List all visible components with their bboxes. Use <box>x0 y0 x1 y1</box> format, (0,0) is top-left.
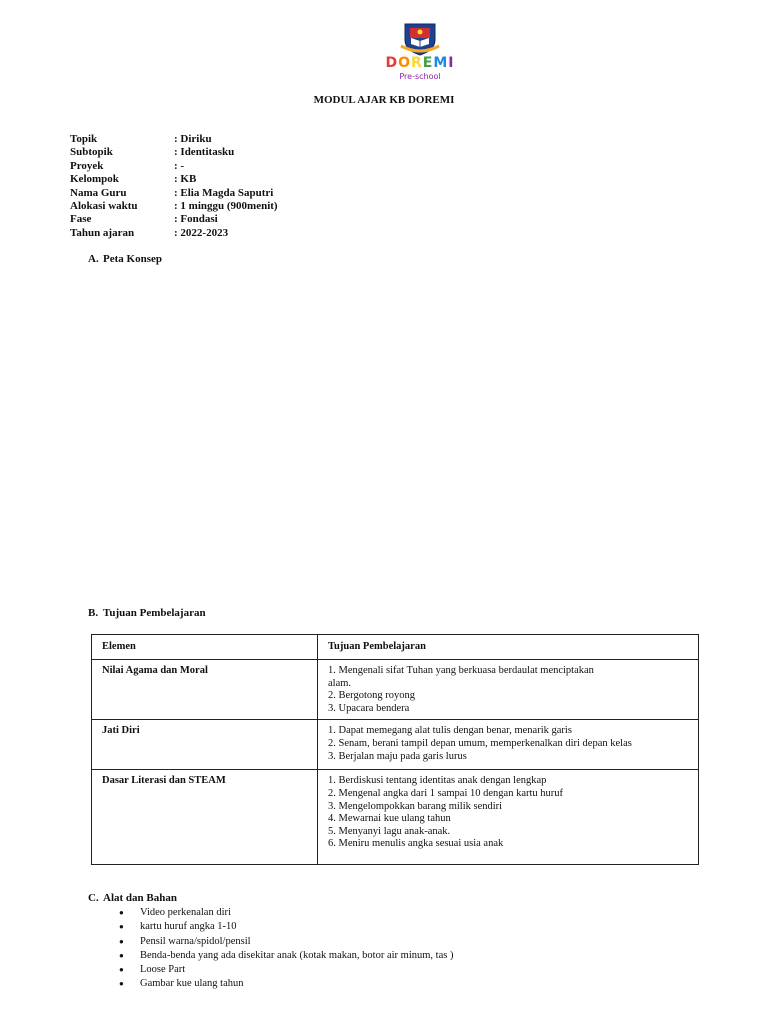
tujuan-cell <box>318 720 699 770</box>
goal-line: 3. Mengelompokkan barang milik sendiri <box>328 800 503 812</box>
section-letter: B. <box>88 607 99 619</box>
materials-list <box>117 906 453 992</box>
meta-label: Proyek <box>70 159 104 172</box>
meta-label: Topik <box>70 133 98 145</box>
crest-icon <box>397 22 443 56</box>
meta-value: : 2022-2023 <box>174 226 229 239</box>
meta-value: : Fondasi <box>174 213 218 226</box>
meta-row-tahun-ajaran <box>70 227 278 240</box>
section-title: Alat dan Bahan <box>103 892 177 904</box>
meta-row-fase <box>70 213 278 226</box>
table-header-row <box>92 635 699 660</box>
logo-wordmark: DOREMI <box>385 55 455 71</box>
meta-row-topik <box>70 133 278 146</box>
meta-label: Fase <box>70 213 92 226</box>
section-heading-alat-dan-bahan <box>88 892 177 904</box>
meta-value: : Elia Magda Saputri <box>174 186 274 199</box>
meta-label: Alokasi waktu <box>70 199 138 212</box>
goal-line: 3. Upacara bendera <box>328 702 410 714</box>
list-item: ● kartu huruf angka 1-10 <box>117 920 453 934</box>
learning-objectives-table <box>91 634 699 865</box>
document-title: MODUL AJAR KB DOREMI <box>313 94 455 106</box>
goal-line: 4. Mewarnai kue ulang tahun <box>328 813 451 825</box>
section-letter: C. <box>88 892 99 904</box>
table-row <box>92 660 699 720</box>
goal-line: 5. Menyanyi lagu anak-anak. <box>328 825 451 837</box>
section-title: Peta Konsep <box>103 253 162 265</box>
section-letter: A. <box>88 253 99 265</box>
meta-label: Subtopik <box>70 146 113 159</box>
table-row <box>92 720 699 770</box>
goal-line: 1. Mengenali sifat Tuhan yang berkuasa berdaulat menciptakan <box>328 665 594 676</box>
goal-line: 2. Senam, berani tampil depan umum, memperkenalkan diri depan kelas <box>328 737 632 749</box>
elemen-cell: Nilai Agama dan Moral <box>92 660 318 720</box>
elemen-cell: Dasar Literasi dan STEAM <box>92 770 318 865</box>
goal-line: 6. Meniru menulis angka sesuai usia anak <box>328 838 504 850</box>
column-header-tujuan: Tujuan Pembelajaran <box>318 635 699 660</box>
meta-value: : KB <box>174 173 197 186</box>
goal-line: 2. Mengenal angka dari 1 sampai 10 dengan kartu huruf <box>328 787 564 799</box>
list-item: ● Pensil warna/spidol/pensil <box>117 935 453 949</box>
meta-row-alokasi-waktu <box>70 200 278 213</box>
elemen-cell: Jati Diri <box>92 720 318 770</box>
meta-value: : Diriku <box>174 133 212 145</box>
meta-value: : - <box>174 159 185 172</box>
meta-row-subtopik <box>70 146 278 159</box>
section-title: Tujuan Pembelajaran <box>103 607 206 619</box>
meta-row-nama-guru <box>70 187 278 200</box>
list-item: ● Video perkenalan diri <box>117 906 453 920</box>
module-info <box>70 133 278 240</box>
tujuan-cell <box>318 660 699 720</box>
meta-value: : 1 minggu (900menit) <box>174 199 278 212</box>
list-item: ● Loose Part <box>117 963 453 977</box>
meta-row-proyek <box>70 160 278 173</box>
column-header-elemen: Elemen <box>92 635 318 660</box>
list-item: ● Benda-benda yang ada disekitar anak (kotak makan, botor air minum, tas ) <box>117 949 453 963</box>
goal-line: 2. Bergotong royong <box>328 690 416 702</box>
goal-line: 1. Berdiskusi tentang identitas anak dengan lengkap <box>328 775 547 787</box>
list-item: ● Gambar kue ulang tahun <box>117 977 453 991</box>
goal-line: 3. Berjalan maju pada garis lurus <box>328 750 467 762</box>
table-row <box>92 770 699 865</box>
meta-value: : Identitasku <box>174 146 235 159</box>
section-heading-tujuan-pembelajaran <box>88 607 206 619</box>
section-heading-peta-konsep <box>88 253 162 265</box>
school-logo <box>380 22 460 82</box>
logo-subtitle: Pre-school <box>399 72 441 81</box>
goal-line: 1. Dapat memegang alat tulis dengan benar, menarik garis <box>328 725 572 737</box>
goal-line: alam. <box>328 677 352 689</box>
meta-label: Kelompok <box>70 173 119 186</box>
meta-label: Tahun ajaran <box>70 226 135 239</box>
meta-label: Nama Guru <box>70 186 127 199</box>
meta-row-kelompok <box>70 173 278 186</box>
tujuan-cell <box>318 770 699 865</box>
